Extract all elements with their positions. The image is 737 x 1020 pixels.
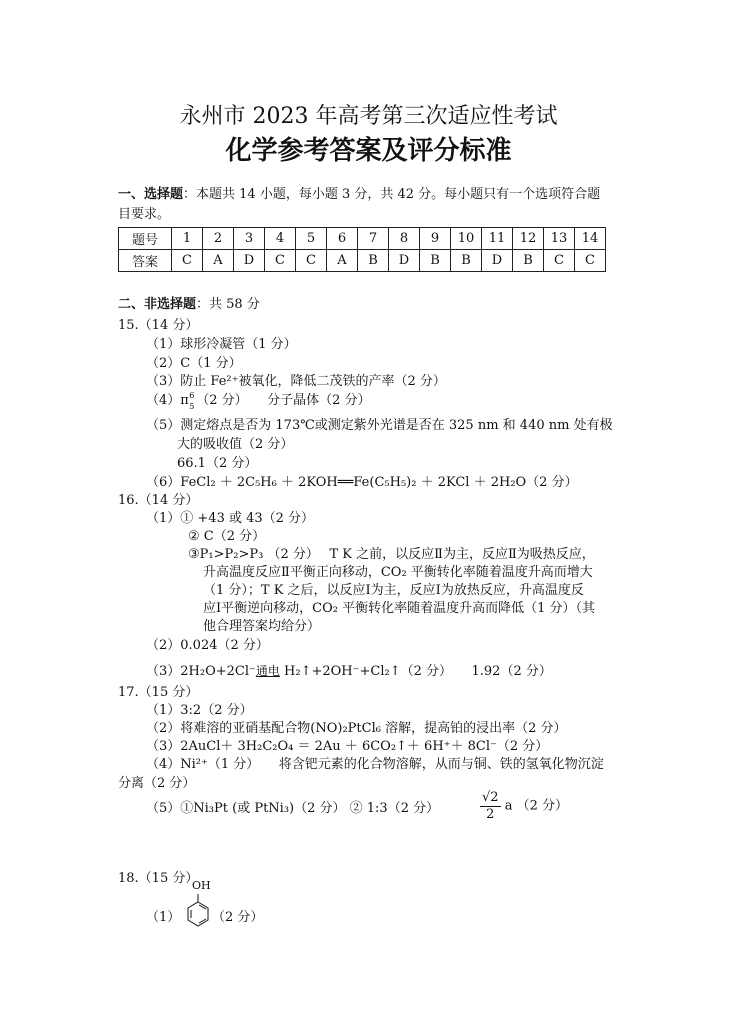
section1-desc: ：本题共 14 小题，每小题 3 分，共 42 分。每小题只有一个选项符合题 — [183, 187, 601, 202]
q15-line3: （3）防止 Fe²⁺被氧化，降低二茂铁的产率（2 分） — [146, 374, 446, 389]
table-header-cell: 题号 — [119, 228, 172, 250]
q17-line4: （4）Ni²⁺（1 分） 将含钯元素的化合物溶解，从而与铜、铁的氢氧化物沉淀 — [146, 757, 604, 772]
question-number: 12 — [513, 228, 544, 250]
question-number: 9 — [420, 228, 451, 250]
table-row-answers — [119, 250, 606, 272]
question-number: 2 — [203, 228, 234, 250]
q16-line2: ② C（2 分） — [188, 529, 266, 544]
fraction-tail: a （2 分） — [504, 798, 568, 814]
section2-heading: 二、非选择题 — [118, 297, 197, 312]
q15-line4-prefix: （4） — [146, 393, 181, 408]
answer-cell: B — [513, 250, 544, 272]
q18-title: 18.（15 分） — [118, 871, 199, 886]
answer-cell: C — [575, 250, 606, 272]
question-number: 4 — [265, 228, 296, 250]
q15-title: 15.（14 分） — [118, 318, 199, 333]
question-number: 10 — [451, 228, 482, 250]
question-number: 6 — [327, 228, 358, 250]
answer-cell: C — [544, 250, 575, 272]
q15-line2: （2）C（1 分） — [146, 356, 242, 371]
q16-line1: （1）① +43 或 43（2 分） — [146, 511, 315, 526]
section2-intro — [118, 296, 260, 314]
q15-line4-rest: （2 分） 分子晶体（2 分） — [196, 393, 371, 408]
answer-cell: B — [451, 250, 482, 272]
answer-cell: D — [234, 250, 265, 272]
fraction-denominator: 2 — [486, 807, 495, 822]
answer-cell: C — [296, 250, 327, 272]
pi-symbol — [180, 392, 196, 410]
q15-line6: （6）FeCl₂ ＋ 2C₅H₆ ＋ 2KOH══Fe(C₅H₅)₂ ＋ 2KCl ＋ 2H₂O（2 分） — [146, 475, 578, 490]
exam-title: 永州市 2023 年高考第三次适应性考试 — [179, 104, 558, 129]
q15-line5a: （5）测定熔点是否为 173℃或测定紫外光谱是否在 325 nm 和 440 nm 处有极 — [146, 418, 613, 433]
q17-line2: （2）将难溶的亚硝基配合物(NO)₂PtCl₆ 溶解，提高铂的浸出率（2 分） — [146, 721, 567, 736]
table-header-cell: 答案 — [119, 250, 172, 272]
fraction-numerator: √2 — [482, 790, 499, 805]
section1-desc-line2: 目要求。 — [118, 207, 171, 222]
q15-line5c: 66.1（2 分） — [177, 456, 258, 471]
question-number: 8 — [389, 228, 420, 250]
q16-line4: 升高温度反应Ⅱ平衡正向移动，CO₂ 平衡转化率随着温度升高而增大 — [203, 565, 593, 580]
table-row-numbers — [119, 228, 606, 250]
section1-intro — [118, 186, 600, 204]
q18-line1-prefix: （1） — [146, 910, 181, 925]
q17-line3: （3）2AuCl＋ 3H₂C₂O₄ ＝ 2Au ＋ 6CO₂↑＋ 6H⁺＋ 8Cl⁻（2 分） — [146, 739, 549, 754]
q17-fraction-answer — [480, 790, 568, 823]
q16-line9 — [146, 662, 552, 681]
answer-cell: C — [265, 250, 296, 272]
question-number: 3 — [234, 228, 265, 250]
q16-line6: 应Ⅰ平衡逆向移动，CO₂ 平衡转化率随着温度升高而降低（1 分）（其 — [203, 601, 595, 616]
question-number: 11 — [482, 228, 513, 250]
question-number: 7 — [358, 228, 389, 250]
q15-line5b: 大的吸收值（2 分） — [177, 437, 294, 452]
q16-line9-right: H₂↑+2OH⁻+Cl₂↑（2 分） 1.92（2 分） — [279, 664, 552, 679]
question-number: 14 — [575, 228, 606, 250]
q17-line5: 分离（2 分） — [118, 776, 196, 791]
answer-cell: A — [327, 250, 358, 272]
q16-line3: ③P₁>P₂>P₃ （2 分） T K 之前，以反应Ⅱ为主，反应Ⅱ为吸热反应， — [188, 547, 595, 562]
q16-line9-left: （3）2H₂O+2Cl⁻ — [146, 664, 256, 679]
pi-letter: π — [180, 393, 189, 408]
answer-cell: C — [172, 250, 203, 272]
section1-heading: 一、选择题 — [118, 187, 184, 202]
q16-title: 16.（14 分） — [118, 493, 199, 508]
hydroxyl-label: OH — [192, 879, 211, 892]
q18-line1-suffix: （2 分） — [212, 910, 264, 925]
electrolysis-label: 通电 — [255, 664, 280, 678]
q15-line1: （1）球形冷凝管（1 分） — [146, 337, 297, 352]
answer-cell: D — [482, 250, 513, 272]
answer-cell: D — [389, 250, 420, 272]
question-number: 1 — [172, 228, 203, 250]
q16-line7: 他合理答案均给分） — [203, 619, 321, 634]
q15-line4 — [146, 392, 371, 410]
question-number: 5 — [296, 228, 327, 250]
question-number: 13 — [544, 228, 575, 250]
answer-cell: A — [203, 250, 234, 272]
sqrt2-over-2 — [480, 790, 501, 823]
answer-cell: B — [420, 250, 451, 272]
q17-title: 17.（15 分） — [118, 685, 199, 700]
answer-key-title: 化学参考答案及评分标准 — [225, 136, 512, 166]
pi-superscript: 6 — [189, 391, 195, 400]
pi-subscript: 5 — [189, 402, 195, 411]
q17-line1: （1）3:2（2 分） — [146, 703, 253, 718]
q16-line8: （2）0.024（2 分） — [146, 638, 269, 653]
section2-desc: ：共 58 分 — [196, 297, 260, 312]
answer-cell: B — [358, 250, 389, 272]
answer-table — [118, 227, 606, 272]
q16-line5: （1 分）；T K 之后，以反应Ⅰ为主，反应Ⅰ为放热反应，升高温度反 — [203, 583, 584, 598]
q17-line6: （5）①Ni₃Pt (或 PtNi₃)（2 分） ② 1:3（2 分） — [146, 801, 440, 816]
